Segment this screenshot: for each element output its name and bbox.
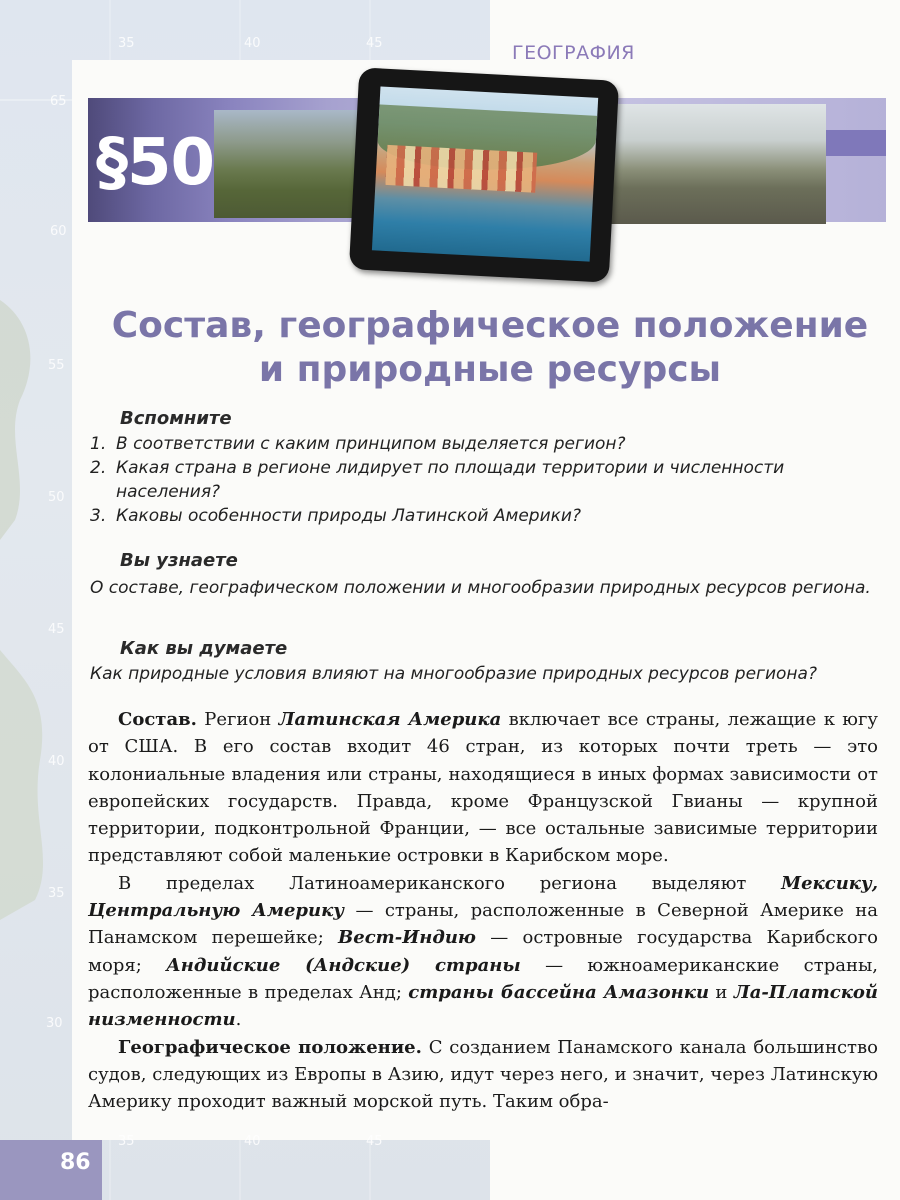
paragraph-composition [88,706,878,870]
question-text: В соответствии с каким принципом выделяется регион? [116,434,626,454]
photo-houses [385,145,537,193]
remember-questions [90,432,880,528]
tablet-screen-photo [372,86,598,261]
map-grid-number: 60 [50,224,67,239]
question-number: 3. [90,506,107,526]
think-text: Как природные условия влияют на многообразие природных ресурсов региона? [90,664,817,684]
emphasis-term: Мексику, Центральную Америку [88,872,878,922]
learn-text: О составе, географическом положении и многообразии природных ресурсов региона. [90,578,871,598]
text-run: — южноамериканские страны, расположенные в пределах Анд; [88,954,878,1003]
paragraph-number: §50 [96,126,215,200]
section-lead: Географическое положение. [118,1036,422,1058]
emphasis-term: Ла-Платской низменности [88,981,878,1031]
text-run: Регион [196,709,279,730]
title-line-2: и природные ресурсы [258,349,722,390]
emphasis-term: Вест-Индию [338,927,476,949]
map-grid-number: 40 [244,1134,261,1149]
map-grid-number: 45 [48,622,65,637]
page-number: 86 [60,1150,91,1175]
question-text: Какая страна в регионе лидирует по площади территории и численности населения? [116,458,785,502]
map-grid-number: 45 [366,1134,383,1149]
remember-heading: Вспомните [120,408,232,429]
title-line-1: Состав, географическое положение [111,305,869,346]
text-run: и [709,981,734,1003]
question-item [90,432,880,456]
page-title [100,304,880,392]
map-grid-number: 65 [50,94,67,109]
subject-label: ГЕОГРАФИЯ [512,42,635,64]
body-text [88,706,878,1115]
question-item [90,456,880,504]
map-grid-number: 35 [118,1134,135,1149]
section-lead: Состав. [118,709,197,730]
map-grid-number: 35 [48,886,65,901]
paragraph-subregions [88,870,878,1034]
learn-heading: Вы узнаете [120,550,238,571]
think-heading: Как вы думаете [120,638,288,659]
emphasis-term: Латинская Америка [278,709,502,730]
question-text: Каковы особенности природы Латинской Америки? [116,506,581,526]
paragraph-geo-position [88,1034,878,1116]
map-grid-number: 45 [366,36,383,51]
question-number: 2. [90,458,107,478]
tablet-image [349,67,619,282]
page-panel-bottom [490,1140,900,1200]
text-run: . [235,1009,242,1031]
text-run: — страны, расположенные в Северной Америке на Панамском перешейке; [88,900,878,949]
text-run: включает все страны, лежащие к югу от США. В его состав входит 46 стран, из которых почти треть — это колониальные владения или страны, находящиеся в иных формах зависимости от европейских государств. Правда, кроме Французской Гвианы — крупной территории, подконтрольной Франции, — все остальные зависимые территории представляют собой маленькие островки в Карибском море. [88,709,878,867]
map-grid-number: 55 [48,358,65,373]
map-grid-number: 40 [244,36,261,51]
map-grid-number: 50 [48,490,65,505]
emphasis-term: Андийские (Андские) страны [166,954,521,976]
photo-beach-town [604,104,826,224]
map-grid-number: 30 [46,1016,63,1031]
map-grid-number: 40 [48,754,65,769]
question-number: 1. [90,434,107,454]
question-item [90,504,880,528]
text-run: — островные государства Карибского моря; [88,927,878,976]
text-run: В пределах Латиноамериканского региона выделяют [118,872,782,894]
emphasis-term: страны бассейна Амазонки [408,981,710,1003]
text-run: С созданием Панамского канала большинство судов, следующих из Европы в Азию, идут через него, и значит, через Латинскую Америку проходит важный морской путь. Таким обра- [88,1036,878,1113]
map-grid-number: 35 [118,36,135,51]
